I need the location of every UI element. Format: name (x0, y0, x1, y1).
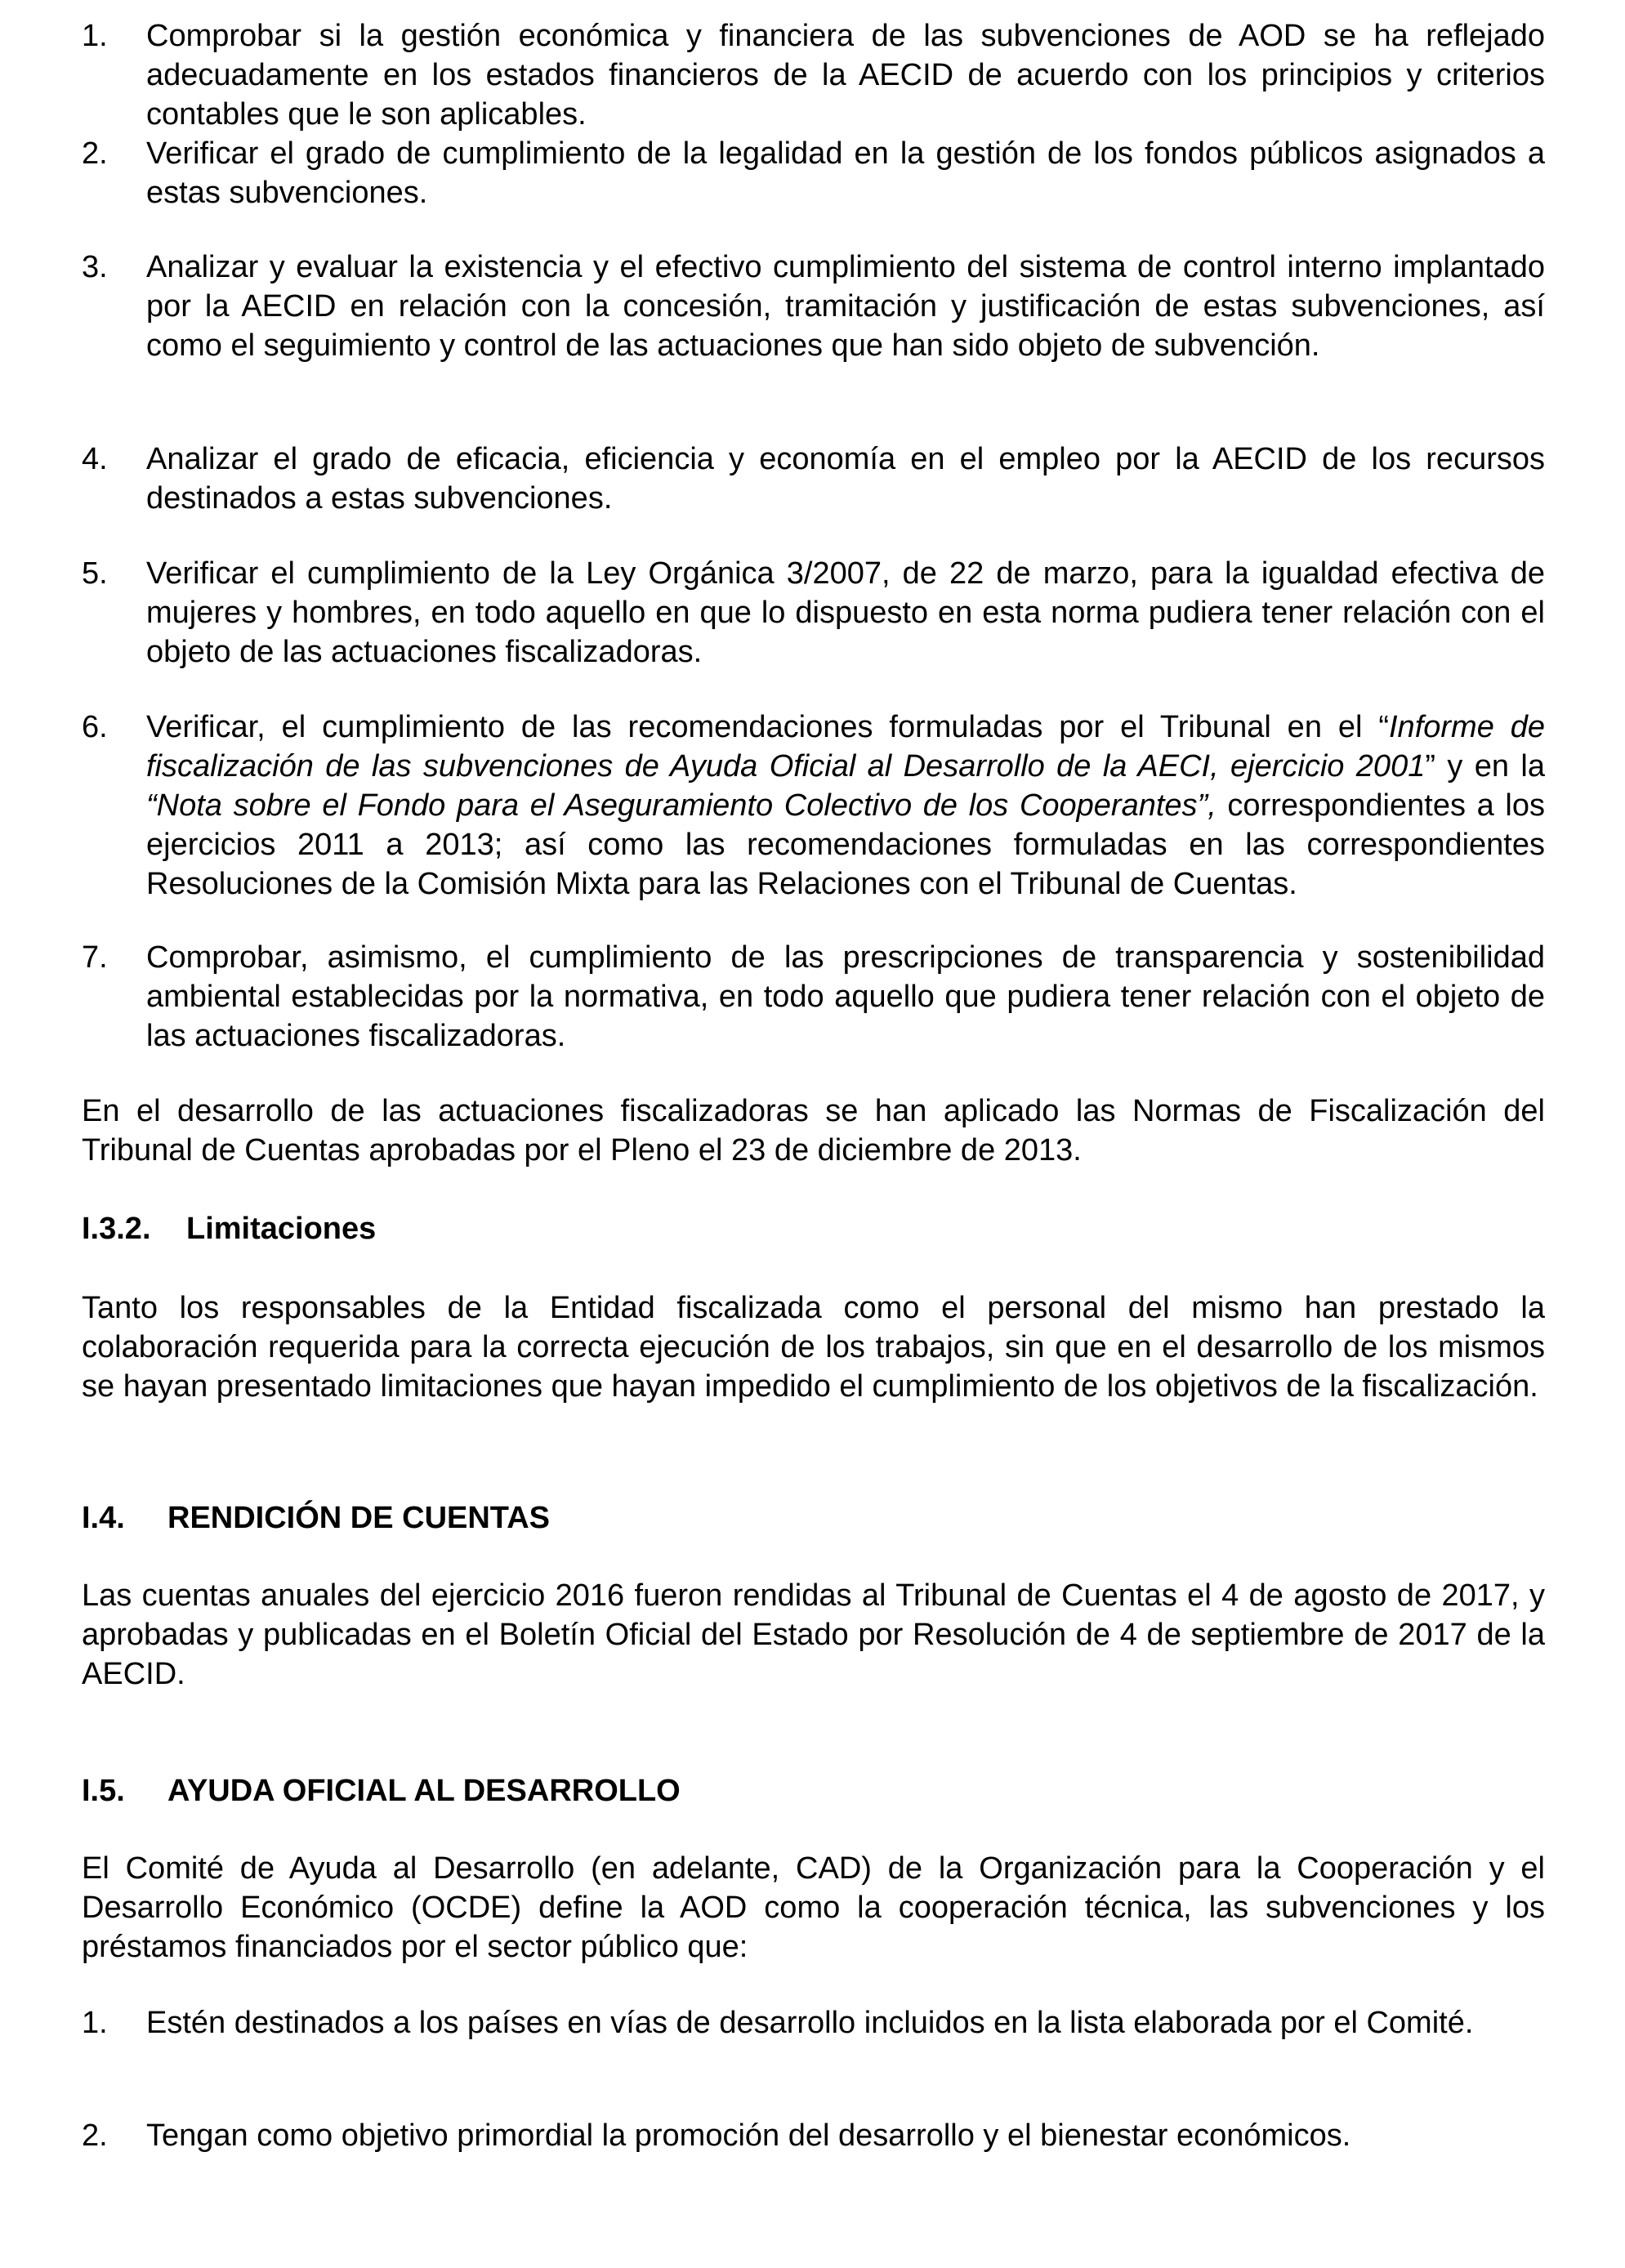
ayuda-item-number: 1. (82, 2006, 108, 2040)
objective-text (146, 16, 1545, 134)
objective-text-italic: “Nota sobre el Fondo para el Aseguramiento Colectivo de los Cooperantes”, (146, 788, 1217, 823)
section-title: AYUDA OFICIAL AL DESARROLLO (167, 1774, 681, 1808)
objective-number: 2. (82, 136, 108, 171)
rendicion-paragraph: Las cuentas anuales del ejercicio 2016 fueron rendidas al Tribunal de Cuentas el 4 de agosto de 2017, y aprobadas y publicadas en el Boletín Oficial del Estado por Resolución de 4 de septiembre de 2017 de la AECID. (82, 1578, 1545, 1691)
objective-text-segment: Verificar el cumplimiento de la Ley Orgánica 3/2007, de 22 de marzo, para la igualdad efectiva de mujeres y hombres, en todo aquello en que lo dispuesto en esta norma pudiera tener relación con el objeto de las actuaciones fiscalizadoras. (146, 556, 1545, 669)
section-number: I.4. (82, 1501, 125, 1535)
limitaciones-paragraph: Tanto los responsables de la Entidad fiscalizada como el personal del mismo han prestado la colaboración requerida para la correcta ejecución de los trabajos, sin que en el desarrollo de los mismos se hayan presentado limitaciones que hayan impedido el cumplimiento de los objetivos de la fiscalización. (82, 1291, 1545, 1404)
section-title: RENDICIÓN DE CUENTAS (167, 1501, 550, 1535)
objective-text-segment: Analizar y evaluar la existencia y el efectivo cumplimiento del sistema de control interno implantado por la AECID en relación con la concesión, tramitación y justificación de estas subvenciones, así como el seguimiento y control de las actuaciones que han sido objeto de subvención. (146, 250, 1545, 363)
objective-text (146, 938, 1545, 1056)
objective-text-segment: Analizar el grado de eficacia, eficiencia y economía en el empleo por la AECID de los recursos destinados a estas subvenciones. (146, 442, 1545, 516)
objective-text-segment: Comprobar si la gestión económica y financiera de las subvenciones de AOD se ha reflejado adecuadamente en los estados financieros de la AECID de acuerdo con los principios y criterios contables que le son aplicables. (146, 19, 1545, 132)
ayuda-item-text: Estén destinados a los países en vías de desarrollo incluidos en la lista elaborada por el Comité. (146, 2006, 1474, 2040)
objective-number: 7. (82, 940, 108, 975)
objective-number: 4. (82, 442, 108, 476)
objective-text-segment: Verificar, el cumplimiento de las recomendaciones formuladas por el Tribunal en el “ (146, 710, 1389, 744)
ayuda-paragraph: El Comité de Ayuda al Desarrollo (en adelante, CAD) de la Organización para la Cooperación y el Desarrollo Económico (OCDE) define la AOD como la cooperación técnica, las subvenciones y los préstamos financiados por el sector público que: (82, 1851, 1545, 1964)
objective-number: 3. (82, 250, 108, 284)
document-page (82, 0, 1545, 2268)
norms-paragraph: En el desarrollo de las actuaciones fiscalizadoras se han aplicado las Normas de Fiscalización del Tribunal de Cuentas aprobadas por el Pleno el 23 de diciembre de 2013. (82, 1094, 1545, 1167)
objective-text-segment: Verificar el grado de cumplimiento de la legalidad en la gestión de los fondos públicos asignados a estas subvenciones. (146, 136, 1545, 210)
objective-text-italic: Informe de fiscalización de las subvenciones de Ayuda Oficial al Desarrollo de la AECI, ejercicio 2001 (146, 710, 1545, 784)
objective-text (146, 248, 1545, 365)
objective-text-segment: correspondientes a los ejercicios 2011 a 2013; así como las recomendaciones formuladas en las correspondientes Resoluciones de la Comisión Mixta para las Relaciones con el Tribunal de Cuentas. (146, 788, 1546, 901)
objective-text (146, 554, 1545, 672)
section-title: Limitaciones (186, 1212, 377, 1246)
ayuda-item-text: Tengan como objetivo primordial la promoción del desarrollo y el bienestar económicos. (146, 2118, 1351, 2153)
objective-number: 5. (82, 556, 108, 591)
objective-text (146, 134, 1545, 212)
section-number: I.3.2. (82, 1212, 151, 1246)
ayuda-item-number: 2. (82, 2118, 108, 2153)
objective-text (146, 440, 1545, 518)
objective-number: 6. (82, 710, 108, 744)
objective-text-segment: Comprobar, asimismo, el cumplimiento de las prescripciones de transparencia y sostenibilidad ambiental establecidas por la normativa, en todo aquello que pudiera tener relación con el objeto de las actuaciones fiscalizadoras. (146, 940, 1545, 1053)
section-number: I.5. (82, 1774, 125, 1808)
objective-number: 1. (82, 19, 108, 53)
objective-text (146, 708, 1545, 904)
objective-text-segment: ” y en la (1425, 749, 1546, 784)
